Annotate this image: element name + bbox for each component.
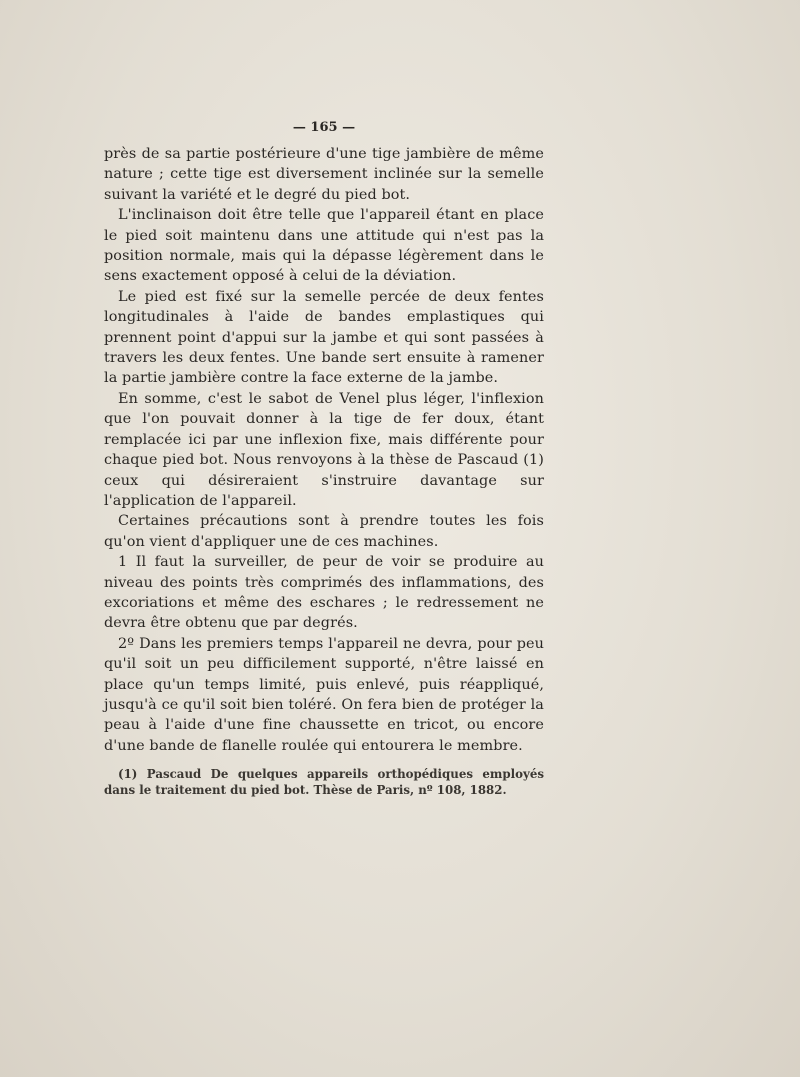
- paragraph-3: Le pied est fixé sur la semelle percée de deux fentes longitudinales à l'aide de bandes emplastiques qui prennent point d'appui sur la jambe et qui sont passées à travers les deux fentes. Une bande sert ensuite à ramener la partie jambière contre la face externe de la jambe.: [104, 288, 544, 387]
- footnote: (1) Pascaud De quelques appareils orthopédiques employés dans le traitement du pied bot. Thèse de Paris, nº 108, 1882.: [104, 767, 544, 798]
- paragraph-5: Certaines précautions sont à prendre toutes les fois qu'on vient d'appliquer une de ces machines.: [104, 513, 544, 550]
- paragraph-7: 2º Dans les premiers temps l'appareil ne devra, pour peu qu'il soit un peu difficilement supporté, n'être laissé en place qu'un temps limité, puis enlevé, puis réappliqué, jusqu'à ce qu'il soit bien toléré. On fera bien de protéger la peau à l'aide d'une fine chaussette en tricot, ou encore d'une bande de flanelle roulée qui entourera le membre.: [104, 635, 544, 754]
- paragraph-4: En somme, c'est le sabot de Venel plus léger, l'inflexion que l'on pouvait donner à la tige de fer doux, étant remplacée ici par une inflexion fixe, mais différente pour chaque pied bot. Nous renvoyons à la thèse de Pascaud (1) ceux qui désireraient s'instruire davantage sur l'application de l'appareil.: [104, 390, 544, 509]
- paragraph-1: près de sa partie postérieure d'une tige jambière de même nature ; cette tige est diversement inclinée sur la semelle suivant la variété et le degré du pied bot.: [104, 146, 544, 203]
- paragraph-6: 1 Il faut la surveiller, de peur de voir se produire au niveau des points très comprimés des inflammations, des excoriations et même des eschares ; le redressement ne devra être obtenu que par degrés.: [104, 554, 544, 632]
- paragraph-2: L'inclinaison doit être telle que l'appareil étant en place le pied soit maintenu dans une attitude qui n'est pas la position normale, mais qui la dépasse légèrement dans le sens exactement opposé à celui de la déviation.: [104, 207, 544, 285]
- page-number: — 165 —: [292, 120, 356, 135]
- text-block: [104, 118, 544, 798]
